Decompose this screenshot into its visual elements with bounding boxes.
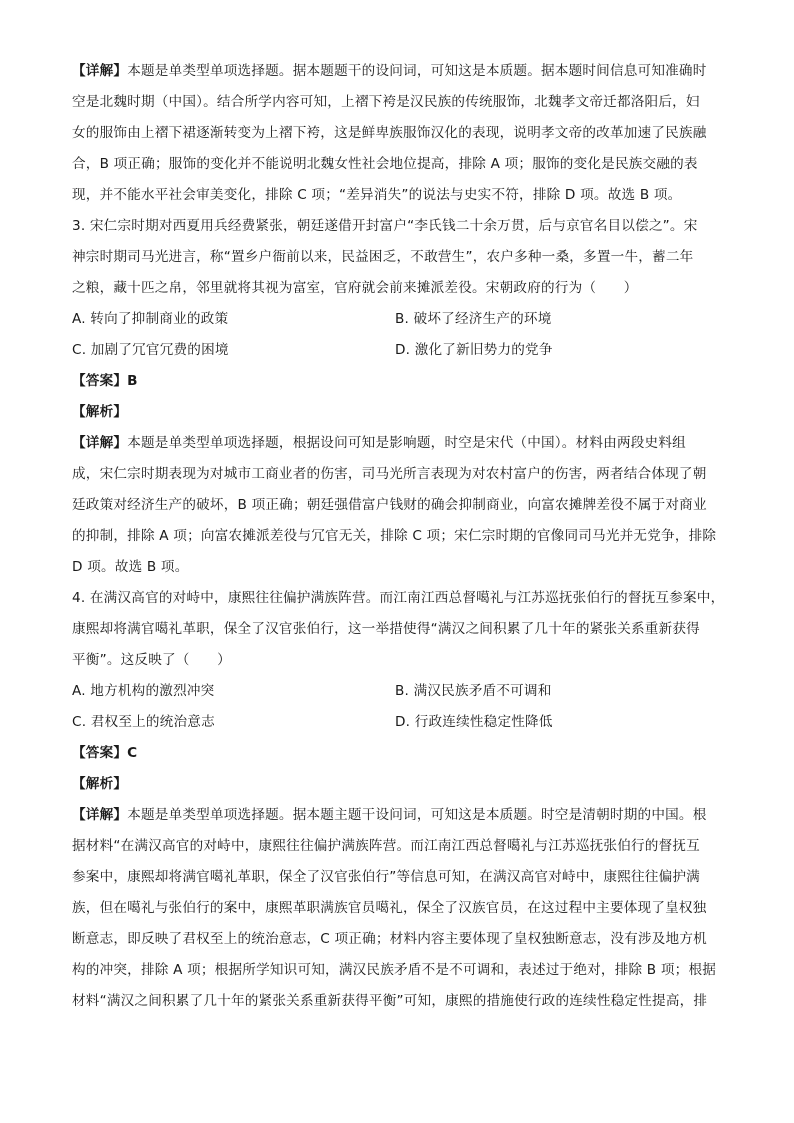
- q3-detail-line: 的抑制，排除 A 项；向富农摊派差役与冗官无关，排除 C 项；宋仁宗时期的官像同司马光并无党争，排除: [72, 528, 717, 544]
- q4-option-a: A. 地方机构的激烈冲突: [72, 683, 215, 699]
- q4-detail-line: 【详解】本题是单类型单项选择题。据本题主题干设问词，可知这是本质题。时空是清朝时期的中国。根: [72, 807, 707, 823]
- q3-answer: 【答案】B: [72, 373, 138, 389]
- q3-analysis-heading: 【解析】: [72, 404, 128, 420]
- detail-tag: 【详解】: [72, 807, 128, 823]
- detail-tag: 【详解】: [72, 63, 128, 79]
- question-3-stem: 3. 宋仁宗时期对西夏用兵经费紧张，朝廷遂借开封富户“李氏钱二十余万贯，后与京官名目以偿之”。宋: [72, 218, 698, 234]
- question-3-stem: 神宗时期司马光进言，称“置乡户衙前以来，民益困乏，不敢营生”，农户多种一桑，多置一牛，蓄二年: [72, 249, 694, 265]
- explanation-line: 现，并不能水平社会审美变化，排除 C 项；“差异消失”的说法与史实不符，排除 D 项。故选 B 项。: [72, 187, 682, 203]
- q4-detail-line: 构的冲突，排除 A 项；根据所学知识可知，满汉民族矛盾不是不可调和，表述过于绝对，排除 B 项；根据: [72, 962, 717, 978]
- explanation-line: 合，B 项正确；服饰的变化并不能说明北魏女性社会地位提高，排除 A 项；服饰的变化是民族交融的表: [72, 156, 698, 172]
- q4-detail-line: 族，但在噶礼与张伯行的案中，康熙革职满族官员噶礼，保全了汉族官员，在这过程中主要体现了皇权独: [72, 900, 707, 916]
- explanation-line: 女的服饰由上褶下裙逐渐转变为上褶下袴，这是鲜卑族服饰汉化的表现，说明孝文帝的改革加速了民族融: [72, 125, 707, 141]
- q3-detail-line: 成，宋仁宗时期表现为对城市工商业者的伤害，司马光所言表现为对农村富户的伤害，两者结合体现了朝: [72, 466, 707, 482]
- q4-detail-line: 据材料“在满汉高官的对峙中，康熙往往偏护满族阵营。而江南江西总督噶礼与江苏巡抚张伯行的督抚互: [72, 838, 700, 854]
- question-4-stem: 康熙却将满官噶礼革职，保全了汉官张伯行，这一举措使得“满汉之间积累了几十年的紧张关系重新获得: [72, 621, 700, 637]
- q4-option-c: C. 君权至上的统治意志: [72, 714, 215, 730]
- question-3-stem: 之粮，藏十匹之帛，邻里就将其视为富室，官府就会前来摊派差役。宋朝政府的行为（ ）: [72, 280, 638, 296]
- q3-detail-line: D 项。故选 B 项。: [72, 559, 189, 575]
- q3-detail-line: 【详解】本题是单类型单项选择题，根据设问可知是影响题，时空是宋代（中国）。材料由两段史料组: [72, 435, 686, 451]
- q4-option-b: B. 满汉民族矛盾不可调和: [395, 683, 552, 699]
- q3-option-c: C. 加剧了冗官冗费的困境: [72, 342, 229, 358]
- q4-answer: 【答案】C: [72, 745, 138, 761]
- q3-option-a: A. 转向了抑制商业的政策: [72, 311, 229, 327]
- q3-detail-line: 廷政策对经济生产的破坏，B 项正确；朝廷强借富户钱财的确会抑制商业，向富农摊牌差役不属于对商业: [72, 497, 707, 513]
- q4-option-d: D. 行政连续性稳定性降低: [395, 714, 553, 730]
- detail-tag: 【详解】: [72, 435, 128, 451]
- question-4-stem: 4. 在满汉高官的对峙中，康熙往往偏护满族阵营。而江南江西总督噶礼与江苏巡抚张伯行的督抚互参案中，: [72, 590, 725, 606]
- q4-analysis-heading: 【解析】: [72, 776, 128, 792]
- question-4-stem: 平衡”。这反映了（ ）: [72, 652, 231, 668]
- explanation-line: 【详解】本题是单类型单项选择题。据本题题干的设问词，可知这是本质题。据本题时间信息可知准确时: [72, 63, 707, 79]
- q3-option-b: B. 破坏了经济生产的环境: [395, 311, 552, 327]
- q4-detail-line: 断意志，即反映了君权至上的统治意志，C 项正确；材料内容主要体现了皇权独断意志，没有涉及地方机: [72, 931, 707, 947]
- q4-detail-line: 参案中，康熙却将满官噶礼革职，保全了汉官张伯行”等信息可知，在满汉高官对峙中，康熙往往偏护满: [72, 869, 700, 885]
- q3-option-d: D. 激化了新旧势力的党争: [395, 342, 553, 358]
- explanation-line: 空是北魏时期（中国）。结合所学内容可知，上褶下袴是汉民族的传统服饰，北魏孝文帝迁都洛阳后，妇: [72, 94, 700, 110]
- q4-detail-line: 材料“满汉之间积累了几十年的紧张关系重新获得平衡”可知，康熙的措施使行政的连续性稳定性提高，排: [72, 993, 708, 1009]
